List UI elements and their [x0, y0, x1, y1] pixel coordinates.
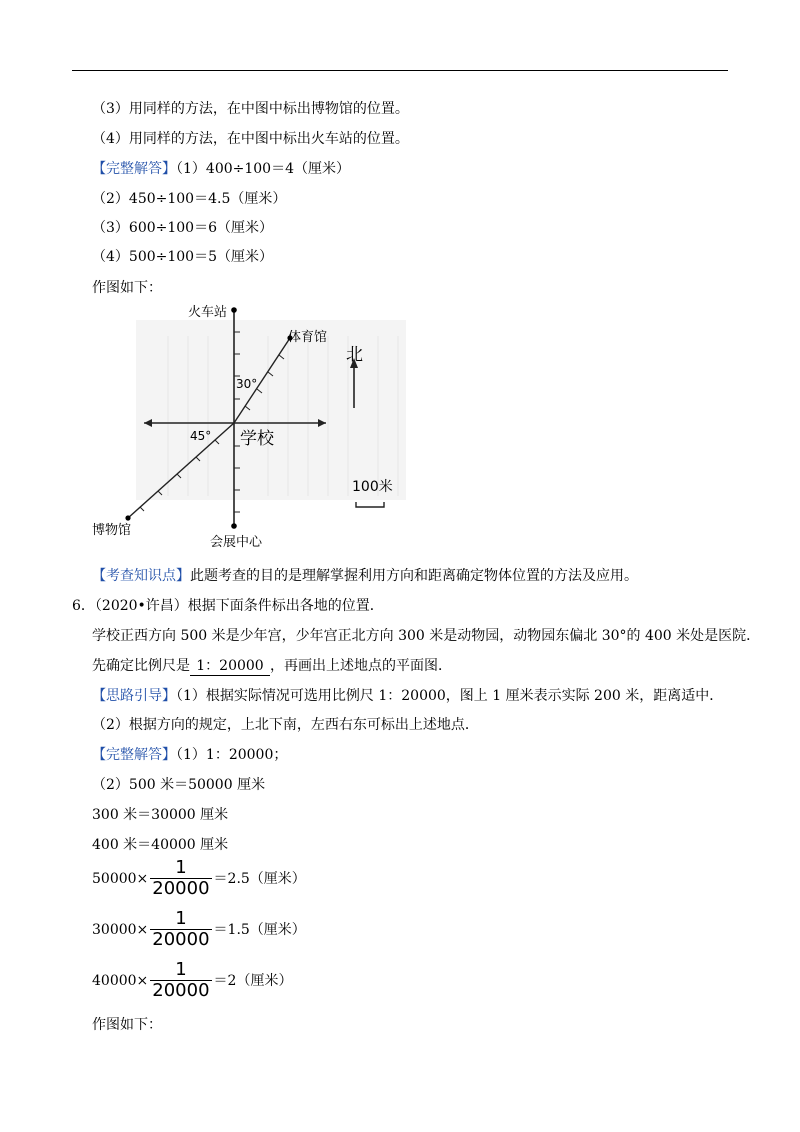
equation-1-right: ＝2.5（厘米）: [213, 870, 306, 887]
angle-45-label: 45°: [190, 429, 212, 443]
train-station-point: [231, 307, 237, 313]
angle-30-label: 30°: [236, 377, 258, 391]
answer-line-2: （2）450÷100＝4.5（厘米）: [92, 191, 287, 207]
hint-tag: 【思路引导】: [92, 688, 176, 704]
scale-prefix: 先确定比例尺是: [92, 658, 190, 674]
museum-label: 博物馆: [92, 523, 132, 538]
figure-background: [136, 320, 406, 500]
scale-label: 100米: [352, 479, 393, 495]
expo-center-label: 会展中心: [210, 535, 263, 550]
hint-line-2: （2）根据方向的规定，上北下南，左西右东可标出上述地点．: [92, 717, 479, 733]
scale-bar: [356, 502, 384, 507]
hint-line-1: [92, 687, 723, 705]
fraction-numerator: 1: [175, 857, 187, 878]
answer-6-line-4: 400 米＝40000 厘米: [92, 837, 229, 853]
fraction-numerator: 1: [175, 959, 187, 980]
knowledge-point-line: [92, 567, 638, 585]
school-label: 学校: [240, 429, 274, 449]
question-6-title: 6．（2020•许昌）根据下面条件标出各地的位置．: [72, 598, 384, 614]
question-6-scale-line: [92, 657, 452, 676]
fraction-denominator: 20000: [152, 980, 210, 1001]
answer-tag-2: 【完整解答】: [92, 747, 176, 763]
scale-suffix: ，再画出上述地点的平面图．: [270, 658, 452, 674]
equation-2: [92, 909, 306, 950]
equation-3-left: 40000×: [92, 972, 149, 989]
fraction-numerator: 1: [175, 908, 187, 929]
answer-line-1: [92, 160, 350, 178]
north-label: 北: [346, 345, 363, 365]
equation-1-fraction: [150, 858, 211, 899]
equation-2-left: 30000×: [92, 921, 149, 938]
knowledge-point-tag: 【考查知识点】: [92, 568, 190, 584]
answer-line-4: （4）500÷100＝5（厘米）: [92, 249, 273, 265]
draw-caption-1: 作图如下：: [92, 280, 162, 296]
answer-line-3: （3）600÷100＝6（厘米）: [92, 220, 273, 236]
equation-2-right: ＝1.5（厘米）: [213, 921, 306, 938]
answer-6-line-2: （2）500 米＝50000 厘米: [92, 777, 266, 793]
train-station-label: 火车站: [188, 305, 228, 320]
equation-1: [92, 858, 306, 899]
knowledge-point-text: 此题考查的目的是理解掌握利用方向和距离确定物体位置的方法及应用。: [190, 568, 638, 584]
museum-point: [125, 515, 130, 520]
problem-line-4: （4）用同样的方法，在中图中标出火车站的位置。: [92, 131, 409, 147]
problem-line-3: （3）用同样的方法，在中图中标出博物馆的位置。: [92, 101, 409, 117]
equation-3-right: ＝2（厘米）: [213, 972, 293, 989]
header-rule: [72, 70, 728, 71]
direction-map-figure: [88, 296, 428, 556]
hint-1-text: （1）根据实际情况可选用比例尺 1：20000，图上 1 厘米表示实际 200 米，距离适中．: [176, 688, 724, 704]
scale-answer-blank: 1：20000: [190, 657, 270, 676]
equation-1-left: 50000×: [92, 870, 149, 887]
equation-3: [92, 960, 292, 1001]
equation-3-fraction: [150, 960, 211, 1001]
answer-tag: 【完整解答】: [92, 161, 176, 177]
equation-2-fraction: [150, 909, 211, 950]
answer-6-1-text: （1）1：20000；: [176, 747, 288, 763]
expo-center-point: [231, 523, 237, 529]
question-6-body: 学校正西方向 500 米是少年宫，少年宫正北方向 300 米是动物园，动物园东偏北 30°的 400 米处是医院．: [92, 628, 761, 644]
fraction-denominator: 20000: [152, 878, 210, 899]
answer-6-line-1: [92, 746, 287, 764]
fraction-denominator: 20000: [152, 929, 210, 950]
stadium-label: 体育馆: [288, 330, 328, 345]
draw-caption-2: 作图如下：: [92, 1017, 162, 1033]
answer-6-line-3: 300 米＝30000 厘米: [92, 807, 229, 823]
answer-1-text: （1）400÷100＝4（厘米）: [176, 161, 350, 177]
